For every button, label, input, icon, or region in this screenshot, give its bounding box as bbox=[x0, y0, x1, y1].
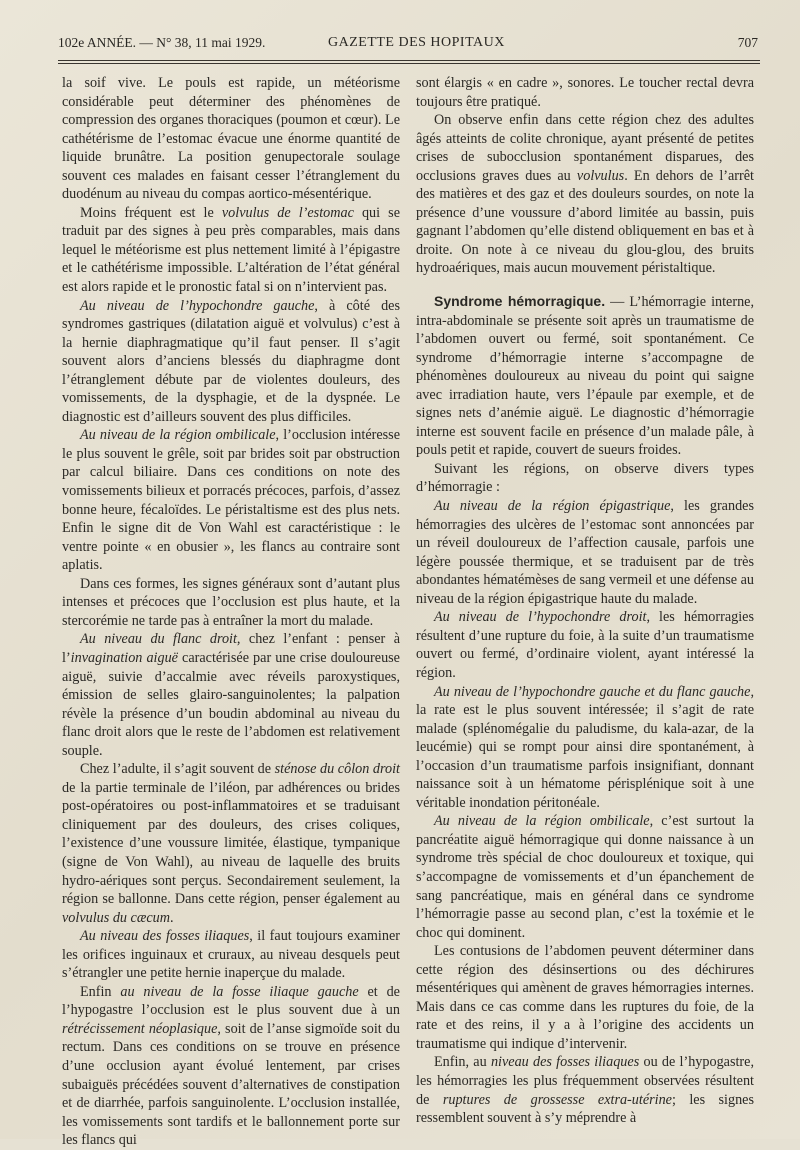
text-run: On observe enfin dans cette région chez des adultes âgés atteints de colite chronique, ayant présenté de petites crises de subocclusion spontanément disparues, des occlusions graves dues au bbox=[416, 112, 754, 184]
paragraph bbox=[416, 608, 754, 682]
paragraph bbox=[416, 111, 754, 278]
running-header bbox=[58, 33, 758, 55]
italic-term: Au niveau de l’hypochondre droit bbox=[434, 609, 647, 626]
italic-term: volvulus du cæcum bbox=[62, 909, 170, 926]
left-column bbox=[62, 74, 400, 1150]
page-number: 707 bbox=[737, 35, 758, 50]
paragraph bbox=[416, 292, 754, 460]
text-run: qui se traduit par des signes à peu près comparables, mais dans lequel le météorisme est plus nettement limité à l’épigastre et le cathétérisme impossible. L’altération de l’état général est alors rapide et le pronostic fatal si on n’intervient pas. bbox=[62, 204, 400, 296]
text-run: de la partie terminale de l’iléon, par adhérences ou brides post-opératoires ou post-inflammatoires et se traduisant cliniquement par des douleurs, des crises coliques, l’existence d’une voussure limitée, élastique, tympanique (signe de Von Wahl), au niveau de laquelle des bruits hydro-aériques sont perçus. Secondairement seulement, la région se ballonne. Dans cette région, penser également au bbox=[62, 779, 400, 908]
italic-term: sténose du côlon droit bbox=[274, 761, 400, 778]
italic-term: Au niveau du flanc droit bbox=[80, 631, 237, 648]
header-rule-bottom bbox=[58, 63, 760, 64]
paragraph bbox=[62, 575, 400, 631]
paragraph bbox=[416, 683, 754, 813]
text-run: , chez l’enfant : penser à l’ bbox=[62, 631, 400, 666]
paragraph bbox=[416, 942, 754, 1053]
text-run: , soit de l’anse sigmoïde soit du rectum. Dans ces conditions on se trouve en présence d’une occlusion ayant évolué lentement, par crises subaiguës précédées souvent d’alternatives de constipation et de diarrhée, parfois sanguinolente. L’occlusion installée, les vomissements sont tardifs et le ballonnement porte sur les flancs qui bbox=[62, 1020, 400, 1149]
italic-term: Au niveau de la région ombilicale bbox=[80, 427, 276, 444]
header-rule-top bbox=[58, 60, 760, 61]
paragraph bbox=[416, 497, 754, 608]
italic-term: Au niveau des fosses iliaques bbox=[80, 928, 250, 945]
paragraph bbox=[62, 983, 400, 1150]
text-run: et de l’hypogastre l’occlusion est le plus souvent due à un bbox=[62, 983, 400, 1019]
text-run: , la rate est le plus souvent intéressée; il s’agit de rate malade (splénomégalie du paludisme, du kala-azar, de la leucémie) qui se rompt pour ainsi dire spontanément, à l’occasion d’un traumatisme parfois insignifiant, donnant naissance soit à un hématome périsplénique soit à une véritable inondation péritonéale. bbox=[416, 683, 754, 811]
text-run: , les hémorragies résultent d’une rupture du foie, à la suite d’un traumatisme ouvert ou fermé, d’ordinaire violent, ayant intéressé la région. bbox=[416, 609, 754, 681]
text-run: , les grandes hémorragies des ulcères de l’estomac sont annoncées par un réveil douloureux de l’affection causale, parfois une légère poussée thermique, et se traduisent par de très abondantes hématémèses de sang vermeil et une défense au niveau de la région épigastrique haute du malade. bbox=[416, 498, 754, 607]
text-run: , il faut toujours examiner les orifices inguinaux et cruraux, au niveau desquels peut s’étrangler une petite hernie inaperçue du malade. bbox=[62, 928, 400, 982]
paragraph bbox=[62, 927, 400, 983]
issue-info: 102e ANNÉE. — N° 38, 11 mai 1929. bbox=[58, 35, 266, 50]
text-run: Enfin, au bbox=[434, 1054, 491, 1071]
text-run: Dans ces formes, les signes généraux sont d’autant plus intenses et précoces que l’occlusion est plus haute, et la stercorémie ne tarde pas à entraîner la mort du malade. bbox=[62, 575, 400, 629]
italic-term: Au niveau de l’hypochondre gauche bbox=[80, 297, 315, 314]
text-run: caractérisée par une crise douloureuse aiguë, suivie d’accalmie avec réveils paroxystiques, émission de selles glairo-sanguinolentes; la palpation révèle la présence d’un boudin abdominal au niveau du flanc droit alors que le reste de l’abdomen est relativement souple. bbox=[62, 649, 400, 759]
paragraph bbox=[416, 812, 754, 942]
paragraph bbox=[416, 74, 754, 111]
text-run: . En dehors de l’arrêt des matières et des gaz et des douleurs sourdes, on note la présence d’une voussure d’abord limitée au bassin, puis gagnant l’abdomen qu’elle distend obliquement en bas et à droite. On note à ce niveau du glou-glou, des bruits hydroaériques, mais aucun mouvement péristaltique. bbox=[416, 167, 754, 277]
paragraph bbox=[62, 630, 400, 760]
paragraph bbox=[62, 204, 400, 297]
text-run: ; les signes ressemblent souvent à s’y méprendre à bbox=[416, 1091, 755, 1127]
text-run: sont élargis « en cadre », sonores. Le toucher rectal devra toujours être pratiqué. bbox=[416, 75, 754, 110]
paragraph bbox=[416, 1053, 754, 1127]
italic-term: Au niveau de la région ombilicale bbox=[434, 813, 650, 830]
italic-term: volvulus bbox=[576, 167, 625, 184]
paragraph bbox=[62, 297, 400, 427]
italic-term: volvulus de l’estomac bbox=[221, 204, 354, 221]
paragraph bbox=[62, 74, 400, 204]
italic-term: au niveau de la fosse iliaque gauche bbox=[120, 983, 359, 1000]
text-run: Suivant les régions, on observe divers types d’hémorragie : bbox=[416, 460, 754, 496]
right-column bbox=[416, 74, 754, 1128]
text-run: , l’occlusion intéresse le plus souvent le grêle, soit par brides soit par obstruction par calcul biliaire. Dans ces conditions on note des vomissements bilieux et porracés précoces, parfois, d’assez bonne heure, fécaloïdes. Le péristaltisme est des plus nets. Enfin le signe dit de Von Wahl est caractéristique : le ventre pointe « en obusier », les flancs au contraire sont aplatis. bbox=[62, 427, 400, 574]
text-run: Les contusions de l’abdomen peuvent déterminer dans cette région des désinsertions ou des déchirures mésentériques qui amènent de graves hémorragies internes. Mais dans ce cas comme dans les ruptures du foie, de la rate et des reins, il y a à l’origine des accidents un traumatisme qui indique d’intervenir. bbox=[416, 943, 754, 1052]
italic-term: niveau des fosses iliaques bbox=[490, 1054, 640, 1071]
paragraph bbox=[62, 760, 400, 927]
text-run: Chez l’adulte, il s’agit souvent de bbox=[80, 761, 275, 778]
text-run: . bbox=[169, 909, 174, 926]
text-run: — L’hémorragie interne, intra-abdominale se présente soit après un traumatisme de l’abdomen ouvert ou fermé, soit spontanément. Ce syndrome d’hémorragie interne s’accompagne de phénomènes douloureux au niveau du point qui saigne avec irradiation haute, vers l’épaule par exemple, et de signes nets d’anémie aiguë. Le diagnostic d’hémorragie interne est souvent facile en présence d’un malade pâle, à pouls petit et rapide, couvert de sueurs froides. bbox=[416, 294, 755, 459]
text-run: , à côté des syndromes gastriques (dilatation aiguë et volvulus) c’est à la hernie diaphragmatique qu’il faut penser. Il s’agit souvent alors d’anciens blessés du diaphragme dont l’étranglement débute par de violentes douleurs, des vomissements, de la dysphagie, et de la dyspnée. Le diagnostic est d’ailleurs souvent des plus difficiles. bbox=[62, 297, 400, 425]
italic-term: invagination aiguë bbox=[70, 649, 178, 666]
italic-term: rétrécissement néoplasique bbox=[62, 1020, 218, 1037]
text-run: la soif vive. Le pouls est rapide, un météorisme considérable peut déterminer des phénomènes de compression des organes thoraciques (poumon et cœur). Le cathétérisme de l’estomac évacue une énorme quantité de liquide brunâtre. La position genupectorale soulage souvent ces malades en faisant cesser l’étranglement du duodénum au niveau du compas aortico-mésentérique. bbox=[62, 75, 400, 203]
section-heading: Syndrome hémorragique. bbox=[434, 293, 606, 310]
paragraph bbox=[62, 426, 400, 574]
italic-term: Au niveau de l’hypochondre gauche et du flanc gauche bbox=[434, 683, 751, 700]
text-run: ou de l’hypogastre, les hémorragies les plus fréquemment observées résultent de bbox=[416, 1054, 754, 1108]
text-run: Moins fréquent est le bbox=[80, 204, 222, 221]
text-run: , c’est surtout la pancréatite aiguë hémorragique qui donne naissance à un syndrome très spécial de choc douloureux et toxique, qui s’accompagne de vomissements et d’un épanchement de sang pancréatique, mais en général dans ce syndrome l’hémorragie passe au second plan, c’est la toxémie et le choc qui dominent. bbox=[416, 813, 754, 941]
journal-title: GAZETTE DES HOPITAUX bbox=[328, 35, 505, 50]
text-run: Enfin bbox=[80, 983, 121, 1000]
italic-term: Au niveau de la région épigastrique bbox=[434, 498, 671, 515]
italic-term: ruptures de grossesse extra-utérine bbox=[442, 1091, 672, 1108]
paragraph bbox=[416, 460, 754, 497]
